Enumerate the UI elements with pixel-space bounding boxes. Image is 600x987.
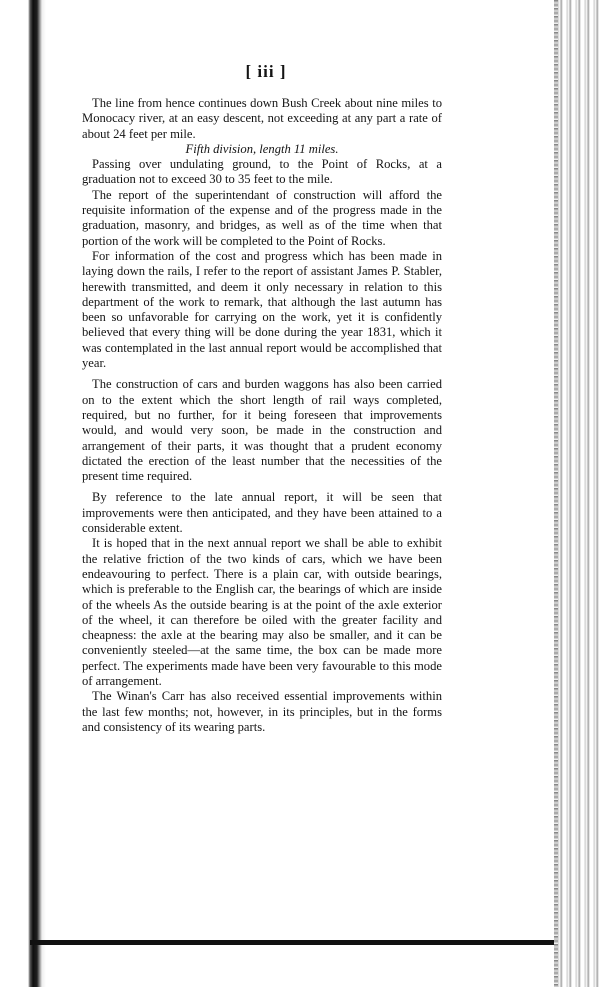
paragraph-rails-progress: For information of the cost and progress which has been made in laying down the rails, I refer to the report of assistant James P. Stabler, herewith transmitted, and deem it only necessary in relation to this department of the work to remark, that although the last autumn has been so unfavorable for carrying on the work, yet it is confidently believed that every thing will be done during the year 1831, which it was contemplated in the last annual report would be accomplished that year. — [82, 248, 442, 371]
paragraph-superintendant-report: The report of the superintendant of construction will afford the requisite information of the expense and of the progress made in the graduation, masonry, and bridges, as well as of the time when that portion of the work will be completed to the Point of Rocks. — [82, 187, 442, 248]
page-edge-stack — [554, 0, 600, 987]
paragraph-winans-carr: The Winan's Carr has also received essential improvements within the last few months; not, however, in its principles, but in the forms and consistency of its wearing parts. — [82, 689, 442, 734]
paragraph-cars-construction: The construction of cars and burden waggons has also been carried on to the extent which the short length of rail ways completed, required, but no further, for it being foreseen that improvements would, and would very soon, be made in the construction and arrangement of their parts, it was thought that a prudent economy dictated the erection of the least number that the necessities of the present time required. — [82, 377, 442, 484]
paragraph-point-of-rocks: Passing over undulating ground, to the Point of Rocks, at a graduation not to exceed 30 to 35 feet to the mile. — [82, 157, 442, 187]
paragraph-annual-report: By reference to the late annual report, it will be seen that improvements were then anticipated, and they have been attained to a considerable extent. — [82, 490, 442, 536]
document-page — [82, 62, 442, 735]
book-binding-edge — [0, 0, 46, 987]
paragraph-friction-experiments: It is hoped that in the next annual report we shall be able to exhibit the relative friction of the two kinds of cars, which we have been endeavouring to perfect. There is a plain car, with outside bearings, which is preferable to the English car, the bearings of which are inside of the wheels As the outside bearing is at the point of the axle exterior of the wheel, it can therefore be oiled with the greater facility and cheapness: the axle at the bearing may also be smaller, and it can be conveniently steeled—at the same time, the box can be made more perfect. The experiments made have been very favourable to this mode of arrangement. — [82, 536, 442, 688]
bottom-edge-line — [30, 940, 554, 945]
paragraph-bush-creek: The line from hence continues down Bush Creek about nine miles to Monocacy river, at an easy descent, not exceeding at any part a rate of about 24 feet per mile. — [82, 96, 442, 141]
page-number: [ iii ] — [245, 62, 287, 81]
section-heading-fifth-division: Fifth division, length 11 miles. — [185, 141, 339, 156]
